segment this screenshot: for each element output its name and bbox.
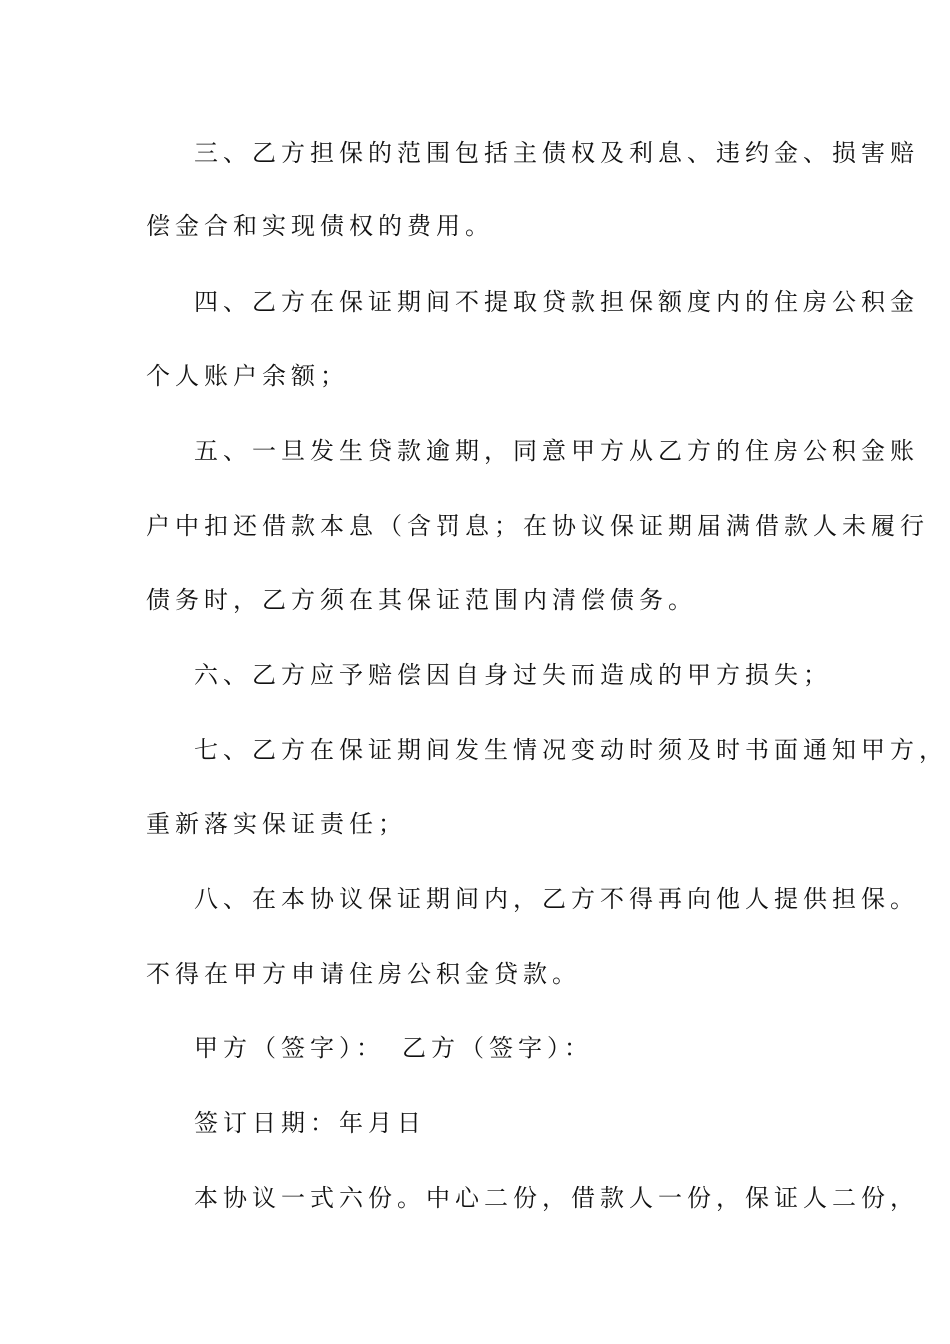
clause-4-line-2: 个人账户余额；: [146, 362, 349, 390]
clause-5-line-1: 五、一旦发生贷款逾期，同意甲方从乙方的住房公积金账: [194, 437, 919, 465]
signature-line: 甲方（签字）： 乙方（签字）：: [194, 1034, 593, 1062]
copies-line: 本协议一式六份。中心二份，借款人一份，保证人二份，: [194, 1184, 919, 1212]
sign-date-line: 签订日期：年月日: [194, 1109, 426, 1137]
clause-3-line-2: 偿金合和实现债权的费用。: [146, 212, 494, 240]
clause-5-line-3: 债务时，乙方须在其保证范围内清偿债务。: [146, 586, 697, 614]
clause-7-line-1: 七、乙方在保证期间发生情况变动时须及时书面通知甲方，: [194, 736, 948, 764]
clause-4-line-1: 四、乙方在保证期间不提取贷款担保额度内的住房公积金: [194, 288, 919, 316]
clause-7-line-2: 重新落实保证责任；: [146, 810, 407, 838]
clause-5-line-2: 户中扣还借款本息（含罚息；在协议保证期届满借款人未履行: [146, 512, 929, 540]
clause-6-line-1: 六、乙方应予赔偿因自身过失而造成的甲方损失；: [194, 661, 832, 689]
clause-3-line-1: 三、乙方担保的范围包括主债权及利息、违约金、损害赔: [194, 139, 919, 167]
clause-8-line-1: 八、在本协议保证期间内，乙方不得再向他人提供担保。: [194, 885, 919, 913]
clause-8-line-2: 不得在甲方申请住房公积金贷款。: [146, 960, 581, 988]
